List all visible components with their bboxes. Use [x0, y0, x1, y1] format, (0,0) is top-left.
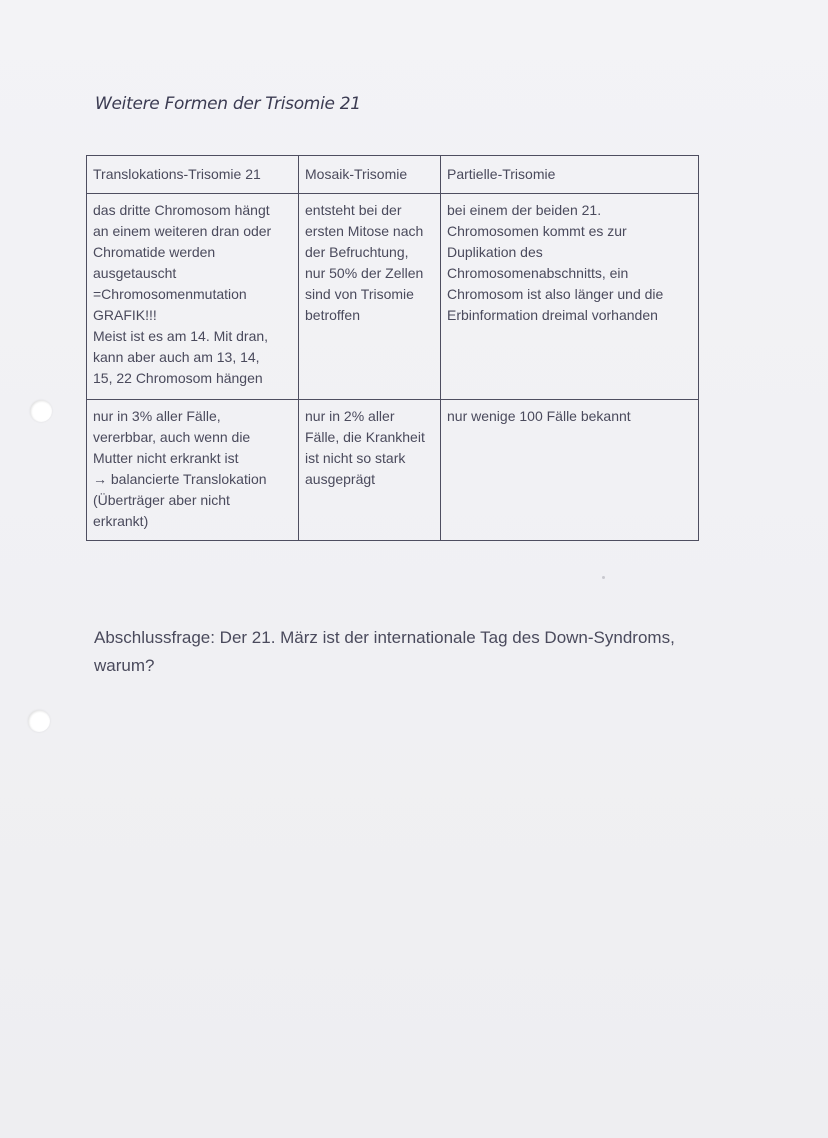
cell-mosaik-description: entsteht bei der ersten Mitose nach der Befruchtung, nur 50% der Zellen sind von Trisomie betroffen [299, 194, 441, 400]
trisomy-table [86, 155, 699, 541]
header-mosaik: Mosaik-Trisomie [299, 156, 441, 194]
table-row [87, 194, 699, 400]
header-partielle: Partielle-Trisomie [441, 156, 699, 194]
header-translokation: Translokations-Trisomie 21 [87, 156, 299, 194]
paper-speck [602, 576, 605, 579]
cell-mosaik-frequency: nur in 2% aller Fälle, die Krankheit ist nicht so stark ausgeprägt [299, 400, 441, 541]
table-row [87, 400, 699, 541]
cell-partielle-description: bei einem der beiden 21. Chromosomen kommt es zur Duplikation des Chromosomenabschnitts, ein Chromosom ist also länger und die Erbinformation dreimal vorhanden [441, 194, 699, 400]
page-title: Weitere Formen der Trisomie 21 [95, 94, 361, 114]
punch-hole-top [30, 400, 52, 422]
cell-translokation-frequency: nur in 3% aller Fälle, vererbbar, auch wenn die Mutter nicht erkrankt ist → balancierte Translokation (Überträger aber nicht erkrankt) [87, 400, 299, 541]
table-header-row [87, 156, 699, 194]
cell-translokation-description: das dritte Chromosom hängt an einem weiteren dran oder Chromatide werden ausgetauscht =Chromosomenmutation GRAFIK!!! Meist ist es am 14. Mit dran, kann aber auch am 13, 14, 15, 22 Chromosom hängen [87, 194, 299, 400]
closing-question: Abschlussfrage: Der 21. März ist der internationale Tag des Down-Syndroms, warum? [94, 628, 675, 675]
cell-partielle-frequency: nur wenige 100 Fälle bekannt [441, 400, 699, 541]
punch-hole-bottom [28, 710, 50, 732]
